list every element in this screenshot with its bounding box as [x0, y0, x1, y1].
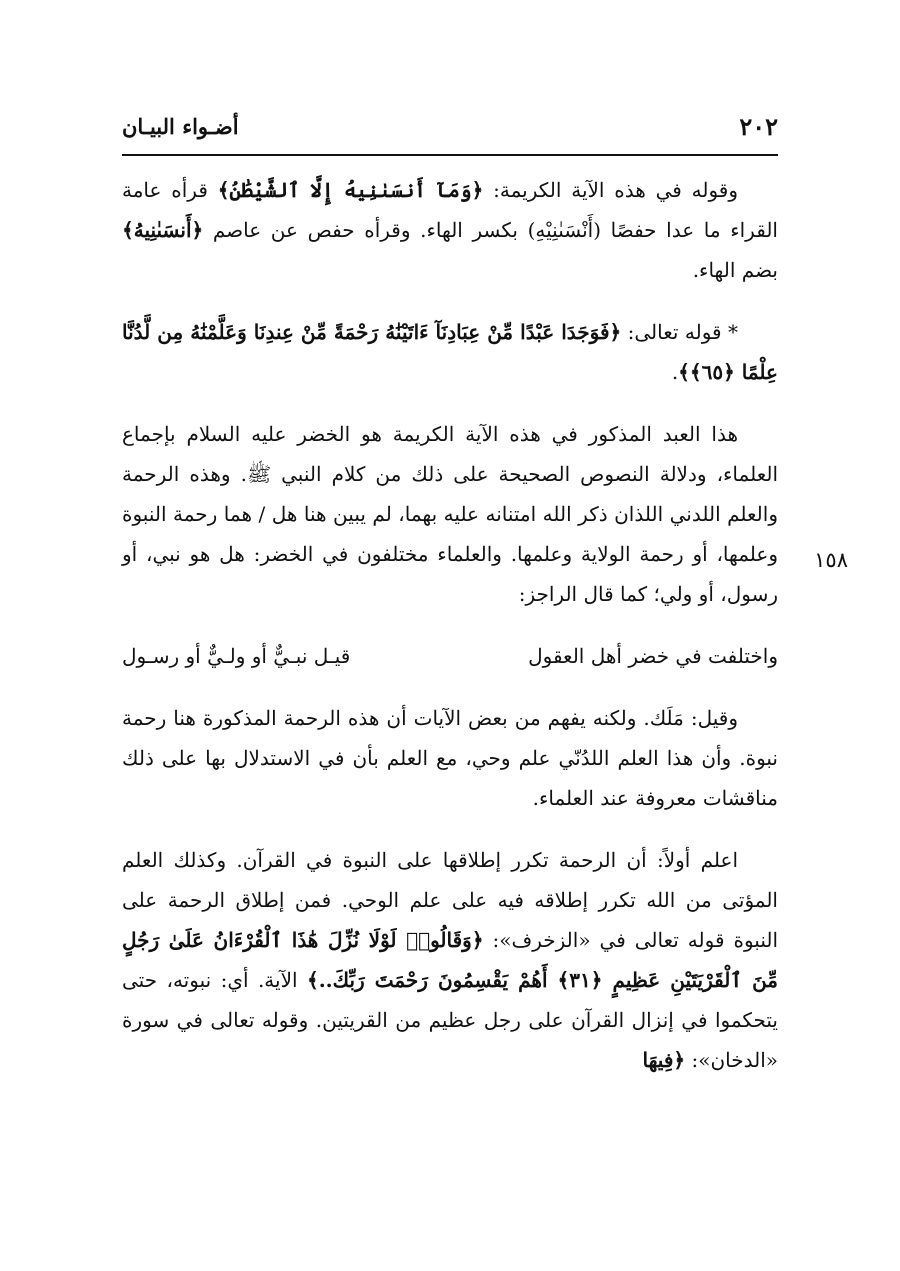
text-segment: اعلم أولاً: أن الرحمة تكرر إطلاقها على النبوة في القرآن. وكذلك العلم المؤتى من الله تكرر إطلاقه فيه على علم الوحي. فمن إطلاق الرحمة على النبوة قوله تعالى في «الزخرف»:: [122, 848, 779, 952]
text-segment: الآية. أي: نبوته، حتى يتحكموا في إنزال القرآن على رجل عظيم من القريتين. وقوله تعالى في سورة «الدخان»:: [122, 968, 778, 1072]
poem-first-hemistich: واختلفت في خضر أهل العقول: [528, 644, 778, 668]
book-title: أضـواء البيـان: [122, 114, 239, 139]
paragraph-4: [122, 698, 778, 818]
paragraph-5: [122, 840, 778, 1080]
poem-second-hemistich: قيـل نبـيٌّ أو ولـيٌّ أو رسـول: [122, 644, 351, 668]
text-segment: وقيل: مَلَك. ولكنه يفهم من بعض الآيات أن هذه الرحمة المذكورة هنا رحمة نبوة. وأن هذا العلم اللدُنّي علم وحي، مع العلم بأن في الاستدلال بها على ذلك مناقشات معروفة عند العلماء.: [122, 706, 778, 810]
margin-page-reference: ١٥٨: [814, 548, 848, 572]
quran-verse: ﴿فِيهَا: [642, 1048, 686, 1072]
paragraph-2: [122, 312, 778, 392]
quran-verse: ﴿وَمَآ أَنسَىٰنِيهُ إِلَّا ٱلشَّيْطَٰنُ﴾: [217, 178, 484, 202]
paragraph-3: [122, 414, 778, 614]
quran-verse: ﴿فَوَجَدَا عَبْدًا مِّنْ عِبَادِنَآ ءَاتَيْنَٰهُ رَحْمَةً مِّنْ عِندِنَا وَعَلَّمْنَٰهُ مِن لَّدُنَّا عِلْمًا ﴿٦٥﴾﴾: [122, 320, 778, 384]
page-number: ٢٠٢: [739, 112, 778, 141]
text-segment: وقوله في هذه الآية الكريمة:: [483, 178, 739, 202]
text-segment: قرأه عامة القراء ما عدا حفصًا (أَنْسَىٰنِيْهِ) بكسر الهاء. وقرأه حفص عن عاصم: [122, 178, 778, 242]
paragraph-1: [122, 170, 778, 290]
text-segment: * قوله تعالى:: [621, 320, 738, 344]
text-segment: بضم الهاء.: [692, 258, 778, 282]
quran-verse: ﴿وَقَالُوا۟ لَوْلَا نُزِّلَ هَٰذَا ٱلْقُرْءَانُ عَلَىٰ رَجُلٍ مِّنَ ٱلْقَرْيَتَيْنِ عَظِيمٍ ﴿٣١﴾ أَهُمْ يَقْسِمُونَ رَحْمَتَ رَبِّكَ..﴾: [122, 928, 779, 992]
quran-verse: ﴿أَنسَىٰنِيهُ﴾: [122, 218, 204, 242]
text-segment: .: [671, 360, 679, 384]
page-header: [122, 110, 778, 156]
page-content: [122, 170, 778, 1096]
text-segment: هذا العبد المذكور في هذه الآية الكريمة هو الخضر عليه السلام بإجماع العلماء، ودلالة النصوص الصحيحة على ذلك من كلام النبي ﷺ. وهذه الرحمة والعلم اللدني اللذان ذكر الله امتنانه عليه بهما، لم يبين هنا هل / هما رحمة النبوة وعلمها، أو رحمة الولاية وعلمها. والعلماء مختلفون في الخضر: هل هو نبي، أو رسول، أو ولي؛ كما قال الراجز:: [122, 422, 778, 606]
poem-verse: [122, 636, 778, 676]
